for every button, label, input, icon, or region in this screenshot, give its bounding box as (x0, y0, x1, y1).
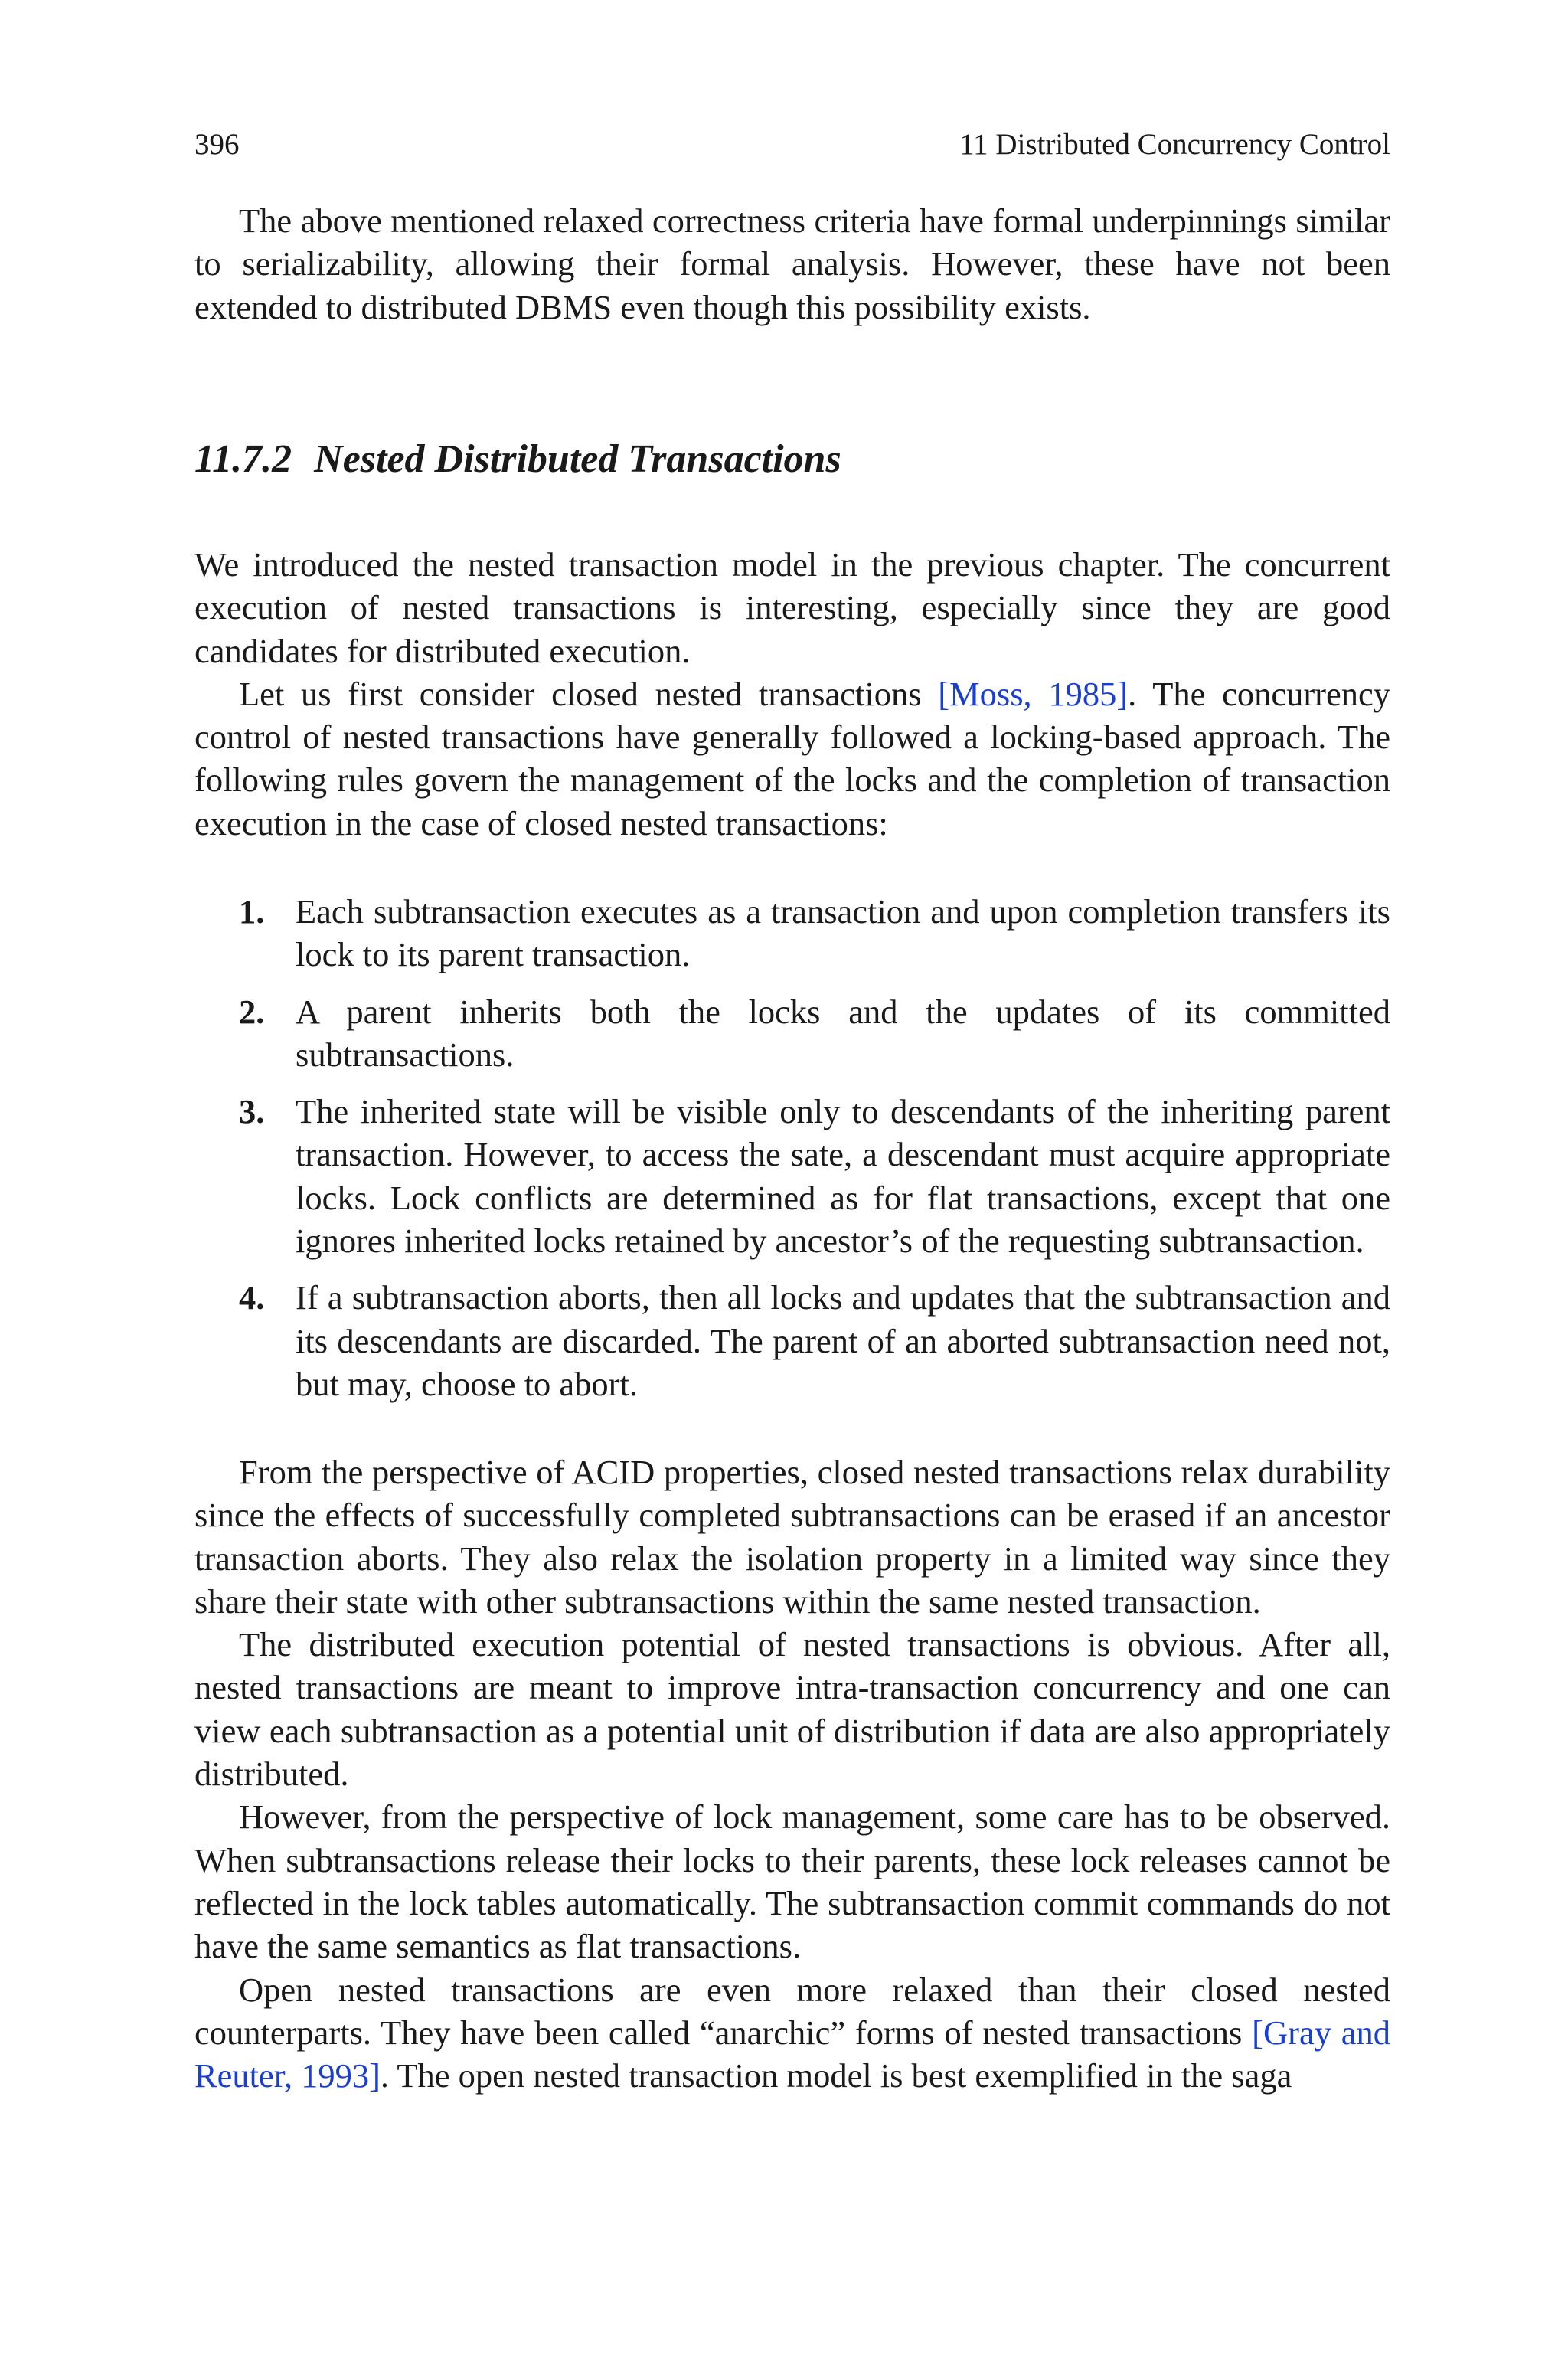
intro-paragraph: The above mentioned relaxed correctness criteria have formal underpinnings similar to serializability, allowing their formal analysis. However, these have not been extended to distributed DBMS even though this possibility exists. (194, 201, 1390, 326)
paragraph: From the perspective of ACID properties, closed nested transactions relax durability since the effects of successfully completed subtransactions can be erased if an ancestor transaction aborts. They also relax the isolation property in a limited way since they share their state with other subtransactions within the same nested transaction. (194, 1453, 1390, 1621)
list-item (194, 1276, 1390, 1405)
section-heading (194, 433, 1390, 486)
paragraph: We introduced the nested transaction model in the previous chapter. The concurrent execution of nested transactions is interesting, especially since they are good candidates for distributed execution. (194, 545, 1390, 670)
running-head (194, 126, 1390, 164)
paragraph-text: . The concurrency control of nested transactions have generally followed a locking-based approach. The following rules govern the management of the locks and the completion of transaction execution in the case of closed nested transactions: (194, 674, 1391, 842)
paragraph-text: Let us first consider closed nested transactions (239, 674, 939, 713)
section-number: 11.7.2 (194, 437, 292, 481)
post-list-block (194, 1451, 1390, 2097)
list-item-number: 4. (239, 1278, 265, 1317)
page-number: 396 (194, 128, 240, 161)
list-item (194, 890, 1390, 976)
list-item-number: 1. (239, 892, 265, 931)
list-item-text: Each subtransaction executes as a transaction and upon completion transfers its lock to its parent transaction. (296, 892, 1390, 974)
section-title: Nested Distributed Transactions (314, 437, 841, 481)
citation-link-gray-reuter-1993[interactable]: [Gray and Reuter, 1993] (194, 2013, 1390, 2095)
list-item-text: If a subtransaction aborts, then all locks and updates that the subtransaction and its descendants are discarded. The parent of an aborted subtransaction need not, but may, choose to abort. (296, 1278, 1390, 1403)
paragraph-text: Open nested transactions are even more relaxed than their closed nested counterparts. They have been called “anarchic” forms of nested transactions (194, 1970, 1390, 2052)
list-item (194, 990, 1390, 1077)
intro-block (194, 199, 1390, 329)
paragraph-text: . The open nested transaction model is best exemplified in the saga (380, 2056, 1292, 2095)
paragraph: The distributed execution potential of nested transactions is obvious. After all, nested transactions are meant to improve intra-transaction concurrency and one can view each subtransaction as a potential unit of distribution if data are also appropriately distributed. (194, 1625, 1390, 1794)
chapter-running-title: 11 Distributed Concurrency Control (959, 128, 1390, 161)
paragraph: However, from the perspective of lock management, some care has to be observed. When subtransactions release their locks to their parents, these lock releases cannot be reflected in the lock tables automatically. The subtransaction commit commands do not have the same semantics as flat transactions. (194, 1797, 1390, 1966)
locking-rules-list (194, 890, 1390, 1419)
list-item-text: A parent inherits both the locks and the updates of its committed subtransactions. (296, 992, 1390, 1074)
list-item-number: 2. (239, 992, 265, 1031)
citation-link-moss-1985[interactable]: [Moss, 1985] (938, 674, 1129, 713)
paragraph-with-citation (194, 672, 1390, 845)
paragraph-with-citation (194, 1968, 1390, 2098)
list-item (194, 1090, 1390, 1262)
list-item-text: The inherited state will be visible only to descendants of the inheriting parent transaction. However, to access the sate, a descendant must acquire appropriate locks. Lock conflicts are determined as for flat transactions, except that one ignores inherited locks retained by ancestor’s of the requesting subtransaction. (296, 1092, 1390, 1261)
section-intro-block (194, 543, 1390, 845)
list-item-number: 3. (239, 1092, 265, 1131)
